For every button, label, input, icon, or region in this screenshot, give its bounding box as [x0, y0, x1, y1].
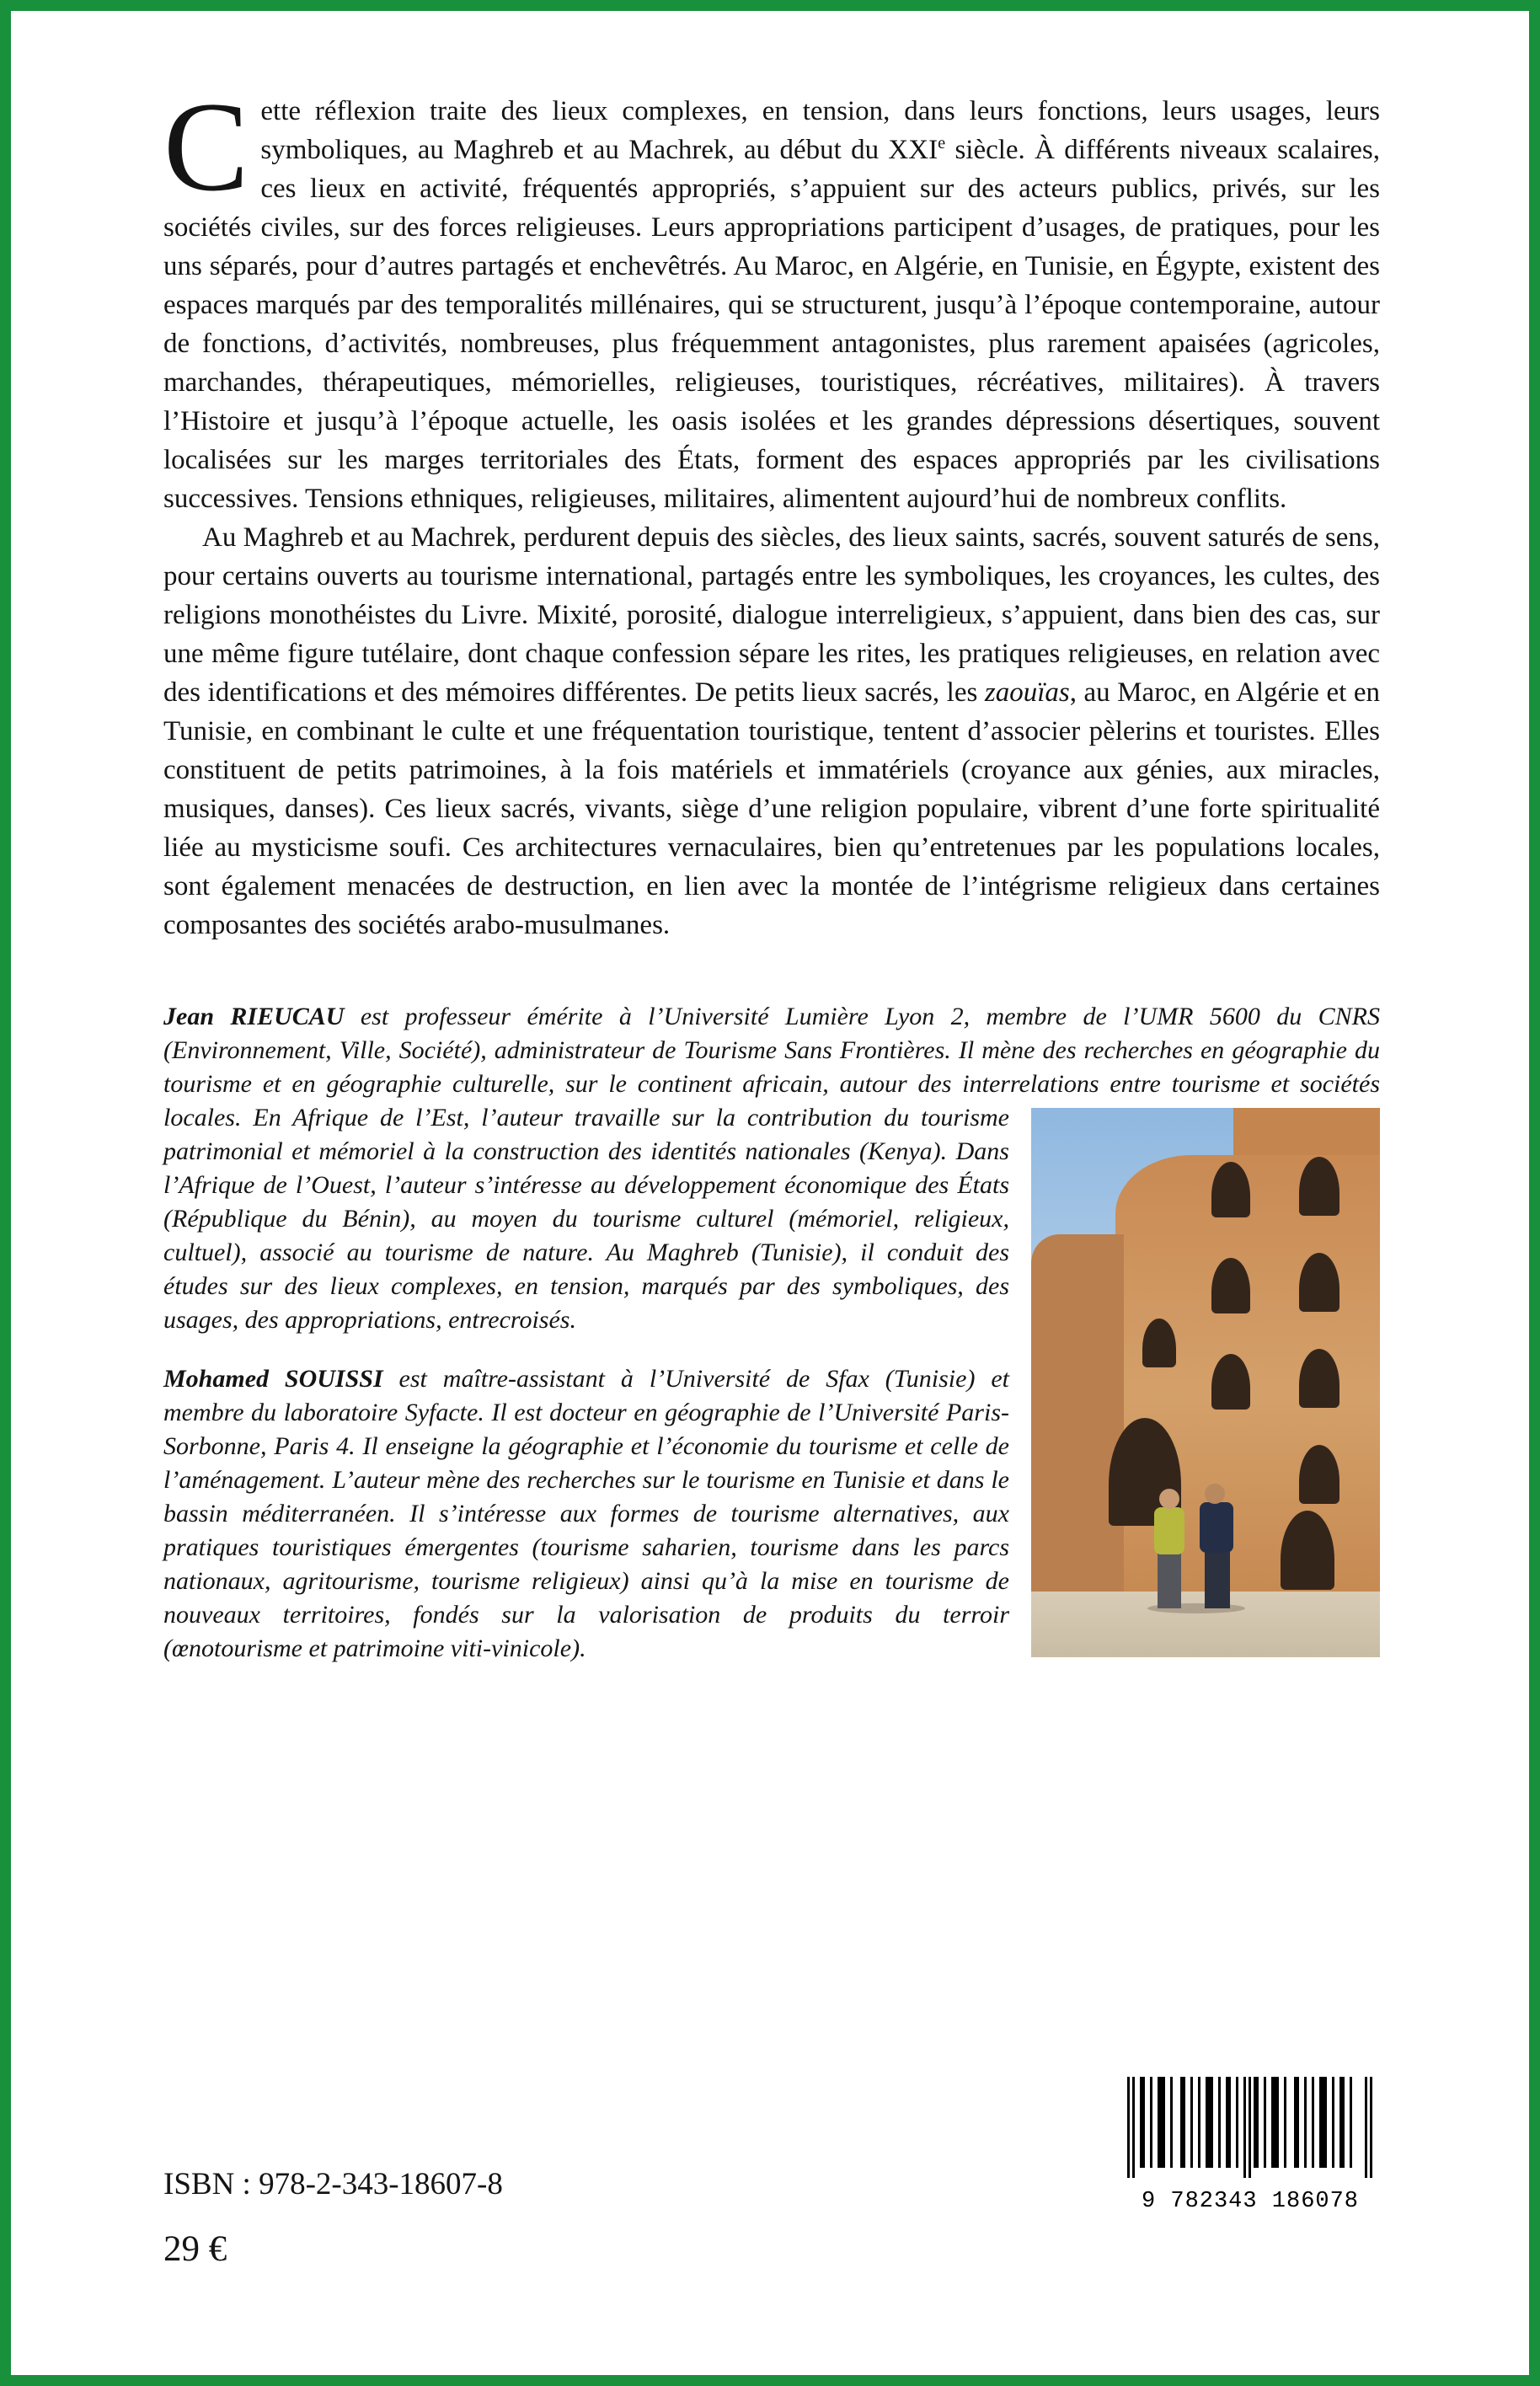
- roman-numeral: XXI: [888, 135, 938, 165]
- photo-person1-head: [1159, 1489, 1179, 1509]
- author-bio-rieucau-part2: contribution du tourisme patrimonial et mémoriel à la construction des identités nationales (Kenya). Dans l’Afrique de l’Ouest, l’auteur s’intéresse au développement économique des États (République du Bénin), au moyen du tourisme culturel (mémoriel, religieux, cultuel), associé au tourisme de nature. Au Maghreb (Tunisie), il conduit des études sur des lieux complexes, en tension, marqués par des symboliques, des usages, des appropriations, entrecroisés.: [163, 1104, 1009, 1334]
- photo-person2-head: [1205, 1484, 1225, 1504]
- price: 29 €: [163, 2229, 227, 2269]
- photo-person2-torso: [1200, 1502, 1233, 1553]
- barcode-digits: 9 782343 186078: [1141, 2189, 1360, 2214]
- author-bio-souissi-text: est maître-assistant à l’Université de Sfax (Tunisie) et membre du laboratoire Syfacte. Il est docteur en géographie de l’Université Paris-Sorbonne, Paris 4. Il enseigne la géographie et l’économie du tourisme et celle de l’aménagement. L’auteur mène des recherches sur le tourisme en Tunisie et dans le bassin méditerranéen. Il s’intéresse aux formes de tourisme alternatives, aux pratiques touristiques émergentes (tourisme saharien, tourisme dans les parcs nationaux, agritourisme, tourisme religieux) ainsi qu’à la mise en tourisme de nouveaux territoires, fondés sur la valorisation de produits du terroir (œnotourisme et patrimoine viti-vinicole).: [163, 1365, 1009, 1662]
- synopsis-paragraph-1: [163, 76, 1380, 518]
- photo-person2-legs: [1205, 1551, 1230, 1608]
- photo-person1-legs: [1158, 1553, 1181, 1608]
- italic-term-zaouias: zaouïas: [984, 677, 1070, 708]
- author-name-souissi: Mohamed SOUISSI: [163, 1365, 383, 1393]
- synopsis-p1-text-cont: siècle. À différents niveaux scalaires, ces lieux en activité, fréquentés appropriés, s’appuient sur des acteurs publics, privés, sur les sociétés civiles, sur des forces religieuses. Leurs appropriations participent d’usages, de pratiques, pour les uns séparés, pour d’autres partagés et enchevêtrés. Au Maroc, en Algérie, en Tunisie, en Égypte, existent des espaces marqués par des temporalités millénaires, qui se structurent, jusqu’à l’époque contemporaine, autour de fonctions, d’activités, nombreuses, plus fréquemment antagonistes, plus rarement apaisées (agricoles, marchandes, thérapeutiques, mémorielles, religieuses, touristiques, récréatives, militaires). À travers l’Histoire et jusqu’à l’époque actuelle, les oasis isolées et les grandes dépressions désertiques, souvent localisées sur les marges territoriales des États, forment des espaces appropriés par les civilisations successives. Tensions ethniques, religieuses, militaires, alimentent aujourd’hui de nombreux conflits.: [163, 135, 1380, 514]
- synopsis-p1-text: ette réflexion traite des lieux complexes, en tension, dans leurs fonctions, leurs usages, leurs symboliques, au Maghreb et au Machrek, au début du: [260, 96, 1380, 165]
- barcode-bars: [1124, 2077, 1377, 2183]
- dropcap-letter: C: [163, 76, 249, 217]
- barcode: [1120, 2077, 1380, 2214]
- author-name-rieucau: Jean RIEUCAU: [163, 1003, 345, 1030]
- isbn: ISBN : 978-2-343-18607-8: [163, 2167, 503, 2201]
- photo-person1-torso: [1154, 1507, 1184, 1554]
- century-superscript: e: [938, 134, 946, 152]
- back-cover-content: [11, 11, 1529, 1667]
- synopsis-p2-text-cont: , au Maroc, en Algérie et en Tunisie, en combinant le culte et une fréquentation touristique, tentent d’associer pèlerins et touristes. Elles constituent de petits patrimoines, à la fois matériels et immatériels (croyance aux génies, aux miracles, musiques, danses). Ces lieux sacrés, vivants, siège d’une religion populaire, vibrent d’une forte spiritualité liée au mysticisme soufi. Ces architectures vernaculaires, bien qu’entretenues par les populations locales, sont également menacées de destruction, en lien avec la montée de l’intégrisme religieux dans certaines composantes des sociétés arabo-musulmanes.: [163, 677, 1380, 940]
- synopsis-paragraph-2: [163, 518, 1380, 944]
- synopsis: [163, 76, 1380, 944]
- author-bio-rieucau-part1: est professeur émérite à l’Université Lumière Lyon 2, membre de l’UMR 5600 du CNRS (Environnement, Ville, Société), administrateur de Tourisme Sans Frontières. Il mène des recherches en géographie du tourisme et en géographie culturelle, sur le continent africain, autour des interrelations entre tourisme et sociétés locales. En Afrique de l’Est, l’auteur travaille sur la: [163, 1003, 1380, 1131]
- author-bio-rieucau: [163, 1000, 1380, 1337]
- synopsis-p2-text: Au Maghreb et au Machrek, perdurent depuis des siècles, des lieux saints, sacrés, souvent saturés de sens, pour certains ouverts au tourisme international, partagés entre les symboliques, les croyances, les cultes, des religions monothéistes du Livre. Mixité, porosité, dialogue interreligieux, s’appuient, dans bien des cas, sur une même figure tutélaire, dont chaque confession sépare les rites, les pratiques religieuses, en relation avec des identifications et des mémoires différentes. De petits lieux sacrés, les: [163, 522, 1380, 708]
- photo-building-left: [1031, 1234, 1124, 1592]
- authors-photo: [1031, 1108, 1380, 1657]
- author-bios: [163, 1000, 1380, 1666]
